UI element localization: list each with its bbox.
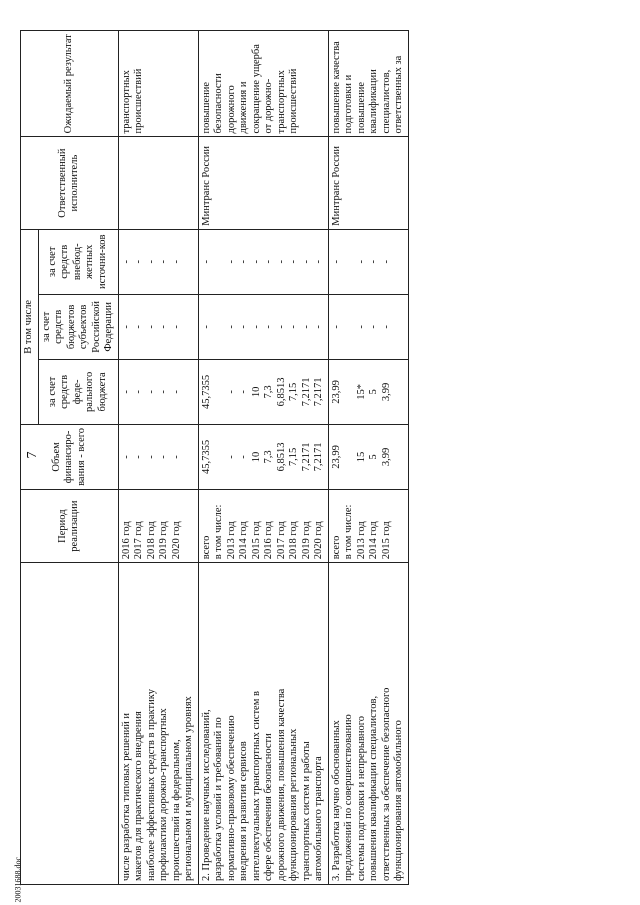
- description-line: повышения квалификации специалистов,: [368, 695, 379, 881]
- federal-cell-line: 3,99: [380, 382, 392, 402]
- header-row-1: [21, 31, 39, 885]
- header-executor: Ответственный исполнитель: [21, 137, 119, 229]
- period-cell: [328, 489, 408, 562]
- regional-cell-line: -: [263, 325, 274, 329]
- offbudget-cell: [328, 229, 408, 294]
- volume-cell-line: -: [238, 455, 249, 459]
- federal-cell-line: 10: [250, 386, 262, 398]
- offbudget-cell-line: -: [120, 260, 132, 264]
- offbudget-cell-line: [213, 233, 226, 291]
- volume-cell-line: [343, 428, 356, 486]
- volume-cell-line: 23,99: [330, 445, 342, 469]
- description-line: региональном и муниципальном уровнях: [183, 696, 194, 881]
- offbudget-cell-line: -: [158, 260, 169, 264]
- header-volume: Объем финансиро-вания - всего: [21, 424, 119, 489]
- period-cell-line: 2013 год: [355, 521, 367, 560]
- period-cell-line: 2018 год: [145, 521, 157, 560]
- period-cell-line: 2017 год: [275, 521, 287, 560]
- regional-cell-line: -: [330, 325, 342, 329]
- federal-cell: [118, 359, 198, 424]
- row-description: [198, 563, 328, 885]
- volume-cell-line: 15: [355, 451, 367, 463]
- volume-cell-line: [213, 428, 226, 486]
- federal-cell-line: [213, 363, 226, 421]
- federal-cell-line: -: [133, 390, 144, 394]
- period-cell-line: 2017 год: [133, 521, 144, 560]
- result-cell: [118, 31, 198, 138]
- executor-cell: Минтранс России: [198, 137, 328, 229]
- description-line: транспортных систем и работы: [300, 741, 312, 881]
- result-cell-line: сокращение ущерба: [250, 44, 262, 134]
- result-cell: [328, 31, 408, 138]
- offbudget-cell-line: -: [225, 260, 237, 264]
- header-in-total: В том числе: [21, 229, 39, 424]
- header-regional: за счет средств бюджетов субъектов Российской Федерации: [38, 294, 118, 359]
- volume-cell-line: 7,3: [263, 450, 274, 464]
- period-cell-line: 2014 год: [368, 521, 379, 560]
- volume-cell-line: -: [170, 455, 182, 459]
- table-body: [118, 31, 408, 885]
- federal-cell-line: 7,2171: [300, 377, 312, 407]
- period-cell: [198, 489, 328, 562]
- description-line: функционирования региональных: [288, 728, 299, 881]
- regional-cell-line: -: [225, 325, 237, 329]
- description-line: предложений по совершенствованию: [343, 714, 354, 881]
- footer-doc-code: 20031688.doc: [13, 856, 23, 903]
- result-cell-line: специалистов,: [380, 69, 392, 134]
- table-row: [118, 31, 198, 885]
- regional-cell-line: -: [250, 325, 262, 329]
- result-cell-line: транспортных: [275, 70, 287, 134]
- description-line: наиболее эффективных средств в практику: [145, 689, 157, 881]
- regional-cell-line: -: [368, 325, 379, 329]
- volume-cell-line: 7,15: [288, 447, 299, 467]
- offbudget-cell: [198, 229, 328, 294]
- period-cell: [118, 489, 198, 562]
- volume-cell-line: 45,7355: [200, 439, 212, 474]
- federal-cell-line: 6,8513: [275, 377, 287, 407]
- regional-cell-line: -: [133, 325, 144, 329]
- description-line: автомобильного транспорта: [313, 756, 324, 881]
- result-cell-line: подготовки и: [343, 74, 354, 134]
- result-cell-line: повышение качества: [330, 41, 342, 134]
- offbudget-cell-line: -: [238, 260, 249, 264]
- result-cell-line: безопасности: [213, 73, 224, 134]
- volume-cell-line: 5: [368, 454, 379, 460]
- description-line: интеллектуальных транспортных систем в: [250, 691, 262, 881]
- volume-cell-line: 6,8513: [275, 442, 287, 472]
- regional-cell-line: -: [120, 325, 132, 329]
- description-line: происшествий на федеральном,: [170, 739, 182, 881]
- row-description: [328, 563, 408, 885]
- federal-cell-line: -: [238, 390, 249, 394]
- period-cell-line: в том числе:: [213, 504, 224, 560]
- period-cell-line: 2016 год: [120, 521, 132, 560]
- result-cell-line: дорожного: [225, 85, 237, 134]
- federal-cell-line: -: [145, 390, 157, 394]
- regional-cell-line: -: [200, 325, 212, 329]
- federal-cell-line: 5: [368, 389, 379, 395]
- result-cell-line: повышение: [355, 81, 367, 134]
- result-cell: [198, 31, 328, 138]
- row-description: [118, 563, 198, 885]
- period-cell-line: 2019 год: [158, 521, 169, 560]
- offbudget-cell-line: -: [170, 260, 182, 264]
- executor-cell: Минтранс России: [328, 137, 408, 229]
- offbudget-cell-line: [343, 233, 356, 291]
- federal-cell-line: 7,3: [263, 385, 274, 399]
- description-line: дорожного движения, повышения качества: [275, 688, 287, 881]
- federal-cell-line: -: [158, 390, 169, 394]
- period-cell-line: всего: [330, 535, 342, 560]
- header-offbudget: за счет средств внебюд-жетных источни-ков: [38, 229, 118, 294]
- period-cell-line: 2019 год: [300, 521, 312, 560]
- result-cell-line: происшествий: [133, 68, 144, 134]
- regional-cell-line: -: [288, 325, 299, 329]
- federal-cell-line: 7,15: [288, 382, 299, 402]
- period-cell-line: 2015 год: [250, 521, 262, 560]
- description-line: числе разработка типовых решений и: [120, 712, 132, 881]
- volume-cell-line: -: [145, 455, 157, 459]
- volume-cell-line: 7,2171: [300, 442, 312, 472]
- federal-cell-line: -: [225, 390, 237, 394]
- period-cell-line: в том числе:: [343, 504, 354, 560]
- table-row: [198, 31, 328, 885]
- volume-cell: [118, 424, 198, 489]
- federal-cell-line: [343, 363, 356, 421]
- regional-cell: [198, 294, 328, 359]
- header-period: Период реализации: [21, 489, 119, 562]
- financing-table: [20, 30, 409, 885]
- description-line: 2. Проведение научных исследований,: [200, 709, 212, 881]
- offbudget-cell-line: -: [368, 260, 379, 264]
- description-line: внедрения и развития сервисов: [238, 741, 249, 881]
- rotated-table-container: [20, 30, 568, 885]
- description-line: разработка условий и требований по: [213, 717, 224, 881]
- description-line: 3. Разработка научно обоснованных: [330, 720, 342, 881]
- offbudget-cell-line: -: [275, 260, 287, 264]
- regional-cell-line: -: [238, 325, 249, 329]
- regional-cell-line: -: [275, 325, 287, 329]
- regional-cell-line: -: [300, 325, 312, 329]
- result-cell-line: от дорожно-: [263, 78, 274, 134]
- volume-cell-line: 7,2171: [313, 442, 324, 472]
- regional-cell-line: [213, 298, 226, 356]
- volume-cell-line: 3,99: [380, 447, 392, 467]
- volume-cell-line: 10: [250, 451, 262, 463]
- page-number: 7: [25, 451, 40, 459]
- result-cell-line: происшествий: [288, 68, 299, 134]
- result-cell-line: транспортных: [120, 70, 132, 134]
- volume-cell-line: -: [225, 455, 237, 459]
- regional-cell-line: -: [380, 325, 392, 329]
- result-cell-line: квалификации: [368, 69, 379, 134]
- regional-cell-line: -: [158, 325, 169, 329]
- period-cell-line: 2020 год: [313, 521, 324, 560]
- period-cell-line: всего: [200, 535, 212, 560]
- description-line: ответственных за обеспечение безопасного: [380, 687, 392, 881]
- executor-cell: [118, 137, 198, 229]
- header-description: [21, 563, 119, 885]
- regional-cell: [328, 294, 408, 359]
- federal-cell: [328, 359, 408, 424]
- header-result: Ожидаемый результат: [21, 31, 119, 138]
- description-line: сфере обеспечения безопасности: [263, 733, 274, 881]
- volume-cell-line: -: [158, 455, 169, 459]
- offbudget-cell-line: -: [380, 260, 392, 264]
- regional-cell-line: -: [355, 325, 367, 329]
- offbudget-cell: [118, 229, 198, 294]
- header-federal: за счет средств феде-рального бюджета: [38, 359, 118, 424]
- offbudget-cell-line: -: [250, 260, 262, 264]
- period-cell-line: 2018 год: [288, 521, 299, 560]
- volume-cell: [328, 424, 408, 489]
- federal-cell-line: -: [170, 390, 182, 394]
- regional-cell-line: -: [313, 325, 324, 329]
- federal-cell: [198, 359, 328, 424]
- period-cell-line: 2016 год: [263, 521, 274, 560]
- description-line: профилактики дорожно-транспортных: [158, 708, 169, 881]
- description-line: системы подготовки и непрерывного: [355, 715, 367, 881]
- federal-cell-line: -: [120, 390, 132, 394]
- offbudget-cell-line: -: [330, 260, 342, 264]
- description-line: макетов для практического внедрения: [133, 711, 144, 881]
- offbudget-cell-line: -: [300, 260, 312, 264]
- period-cell-line: 2015 год: [380, 521, 392, 560]
- period-cell-line: 2020 год: [170, 521, 182, 560]
- regional-cell-line: -: [170, 325, 182, 329]
- federal-cell-line: 45,7355: [200, 374, 212, 409]
- offbudget-cell-line: -: [145, 260, 157, 264]
- offbudget-cell-line: -: [133, 260, 144, 264]
- federal-cell-line: 15*: [355, 384, 367, 400]
- description-line: функционирования автомобильного: [393, 720, 404, 881]
- volume-cell-line: -: [120, 455, 132, 459]
- offbudget-cell-line: -: [313, 260, 324, 264]
- regional-cell: [118, 294, 198, 359]
- volume-cell: [198, 424, 328, 489]
- regional-cell-line: -: [145, 325, 157, 329]
- result-cell-line: движения и: [238, 81, 249, 134]
- regional-cell-line: [343, 298, 356, 356]
- result-cell-line: ответственных за: [393, 55, 404, 134]
- offbudget-cell-line: -: [288, 260, 299, 264]
- period-cell-line: 2014 год: [238, 521, 249, 560]
- offbudget-cell-line: -: [355, 260, 367, 264]
- volume-cell-line: -: [133, 455, 144, 459]
- federal-cell-line: 7,2171: [313, 377, 324, 407]
- period-cell-line: 2013 год: [225, 521, 237, 560]
- federal-cell-line: 23,99: [330, 380, 342, 404]
- result-cell-line: повышение: [200, 81, 212, 134]
- offbudget-cell-line: -: [263, 260, 274, 264]
- offbudget-cell-line: -: [200, 260, 212, 264]
- table-row: [328, 31, 408, 885]
- description-line: нормативно-правовому обеспечению: [225, 715, 237, 881]
